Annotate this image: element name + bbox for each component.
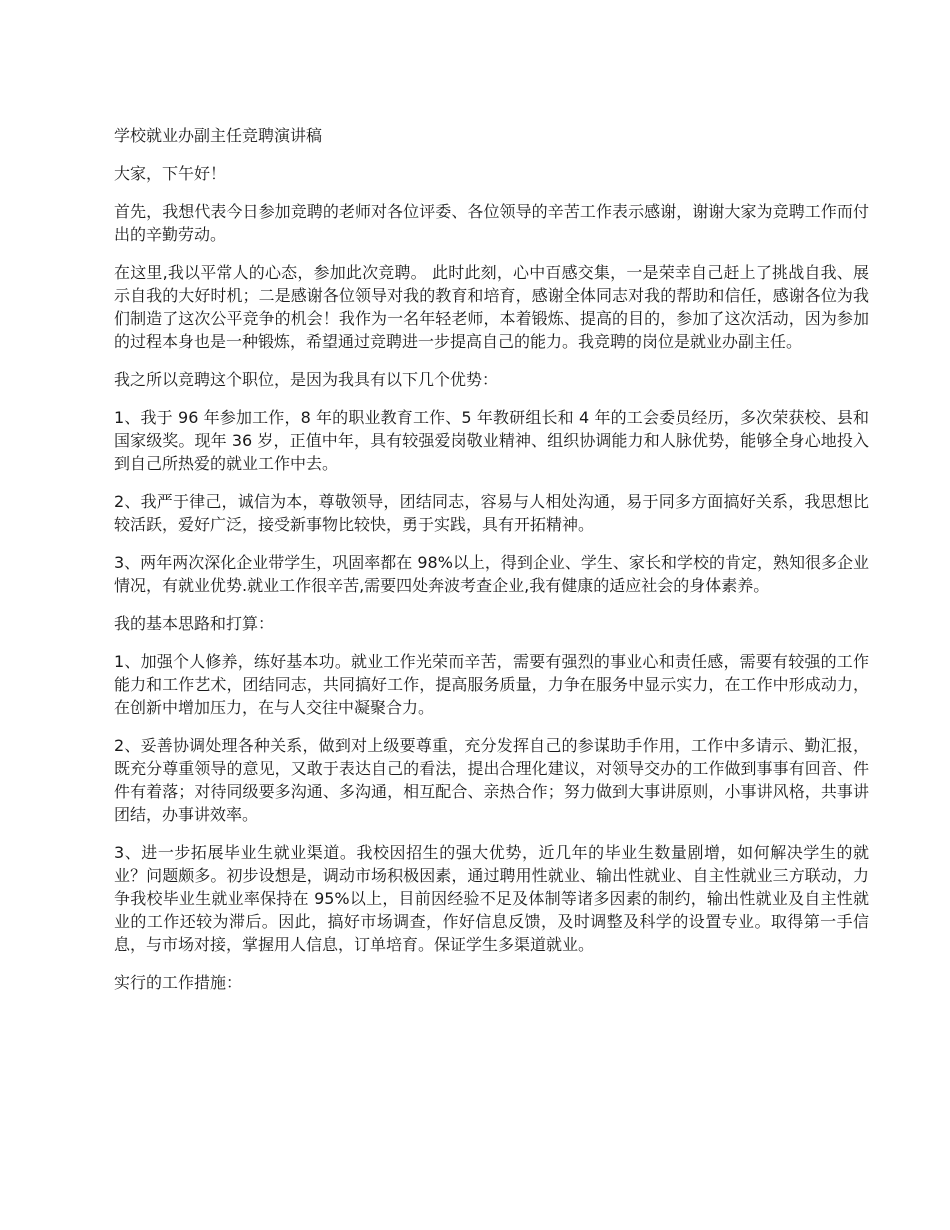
plan-item-3: 3、进一步拓展毕业生就业渠道。我校因招生的强大优势，近几年的毕业生数量剧增，如何解决学生的就业？问题颇多。初步设想是，调动市场积极因素，通过聘用性就业、输出性就业、自主性就业三方联动，力争我校毕业生就业率保持在 95%以上，目前因经验不足及体制等诸多因素的制约，输出性就业及自主性就业的工作还较为滞后。因此，搞好市场调查，作好信息反馈，及时调整及科学的设置专业。取得第一手信息，与市场对接，掌握用人信息，订单培育。保证学生多渠道就业。 — [114, 843, 869, 954]
plans-heading: 我的基本思路和打算： — [114, 614, 275, 633]
intro-paragraph: 在这里,我以平常人的心态，参加此次竞聘。 此时此刻，心中百感交集，一是荣幸自己赶上了挑战自我、展示自我的大好时机；二是感谢各位领导对我的教育和培育，感谢全体同志对我的帮助和信任，感谢各位为我们制造了这次公平竞争的机会！我作为一名年轻老师，本着锻炼、提高的目的，参加了这次活动，因为参加的过程本身也是一种锻炼，希望通过竞聘进一步提高自己的能力。我竞聘的岗位是就业办副主任。 — [114, 263, 869, 351]
measures-heading: 实行的工作措施： — [114, 973, 243, 992]
advantage-item-1: 1、我于 96 年参加工作，8 年的职业教育工作、5 年教研组长和 4 年的工会委员经历，多次荣获校、县和国家级奖。现年 36 岁，正值中年，具有较强爱岗敬业精神、组织协调能力和人脉优势，能够全身心地投入到自己所热爱的就业工作中去。 — [114, 408, 869, 473]
thanks-paragraph: 首先，我想代表今日参加竞聘的老师对各位评委、各位领导的辛苦工作表示感谢，谢谢大家为竞聘工作而付出的辛勤劳动。 — [114, 202, 869, 244]
advantage-item-2: 2、我严于律己，诚信为本，尊敬领导，团结同志，容易与人相处沟通，易于同多方面搞好关系，我思想比较活跃，爱好广泛，接受新事物比较快，勇于实践，具有开拓精神。 — [114, 492, 869, 534]
document-page — [114, 124, 869, 1009]
plan-item-2: 2、妥善协调处理各种关系，做到对上级要尊重，充分发挥自己的参谋助手作用，工作中多请示、勤汇报，既充分尊重领导的意见，又敢于表达自己的看法，提出合理化建议，对领导交办的工作做到事事有回音、件件有着落；对待同级要多沟通、多沟通，相互配合、亲热合作；努力做到大事讲原则，小事讲风格，共事讲团结，办事讲效率。 — [114, 736, 869, 824]
advantages-heading: 我之所以竞聘这个职位，是因为我具有以下几个优势： — [114, 370, 499, 389]
plan-item-1: 1、加强个人修养，练好基本功。就业工作光荣而辛苦，需要有强烈的事业心和责任感，需要有较强的工作能力和工作艺术，团结同志，共同搞好工作，提高服务质量，力争在服务中显示实力，在工作中形成动力，在创新中增加压力，在与人交往中凝聚合力。 — [114, 652, 869, 717]
document-title: 学校就业办副主任竞聘演讲稿 — [114, 126, 323, 145]
greeting-paragraph: 大家，下午好！ — [114, 164, 227, 183]
advantage-item-3: 3、两年两次深化企业带学生，巩固率都在 98%以上，得到企业、学生、家长和学校的肯定，熟知很多企业情况，有就业优势.就业工作很辛苦,需要四处奔波考查企业,我有健康的适应社会的身体素养。 — [114, 553, 869, 595]
